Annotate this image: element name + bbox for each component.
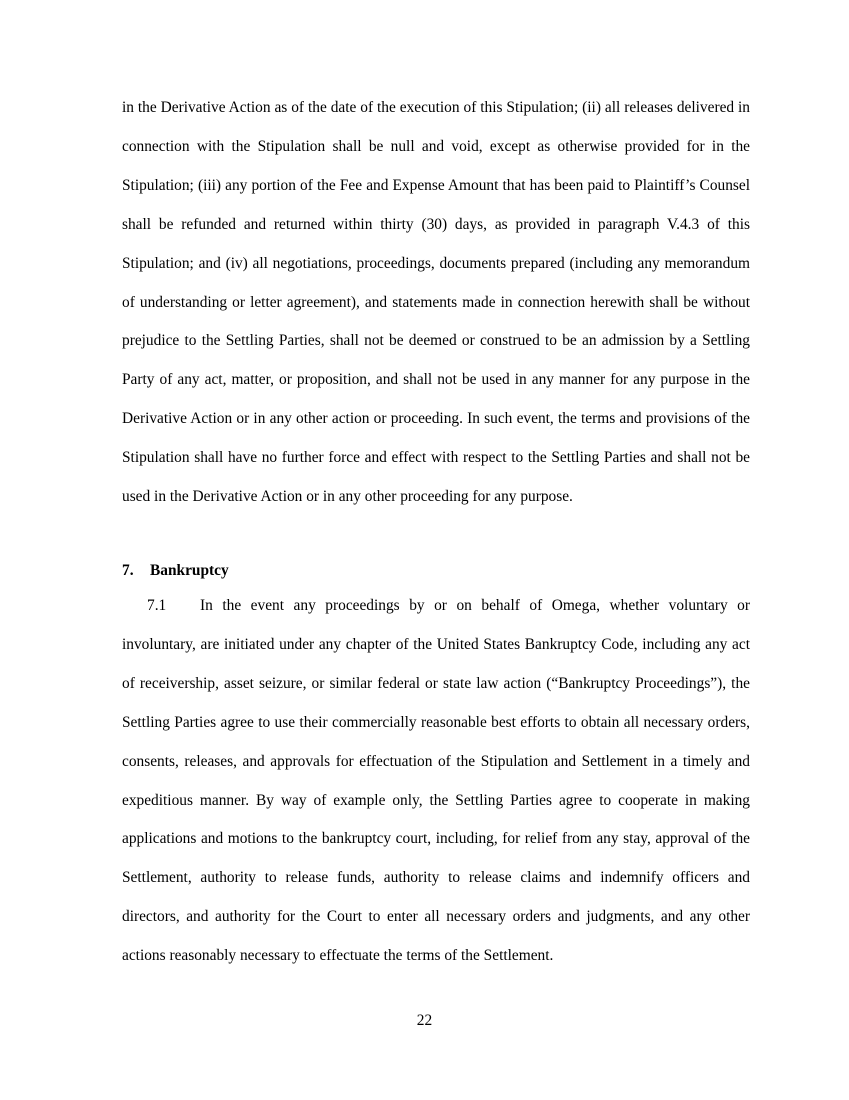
section-number: 7. <box>122 562 134 579</box>
clause-number: 7.1 <box>147 597 167 614</box>
continued-paragraph: in the Derivative Action as of the date of the execution of this Stipulation; (ii) all releases delivered in connection with the Stipulation shall be null and void, except as otherwise provided for in the Stipulation; (iii) any portion of the Fee and Expense Amount that has been paid to Plaintiff’s Counsel shall be refunded and returned within thirty (30) days, as provided in paragraph V.4.3 of this Stipulation; and (iv) all negotiations, proceedings, documents prepared (including any memorandum of understanding or letter agreement), and statements made in connection herewith shall be without prejudice to the Settling Parties, shall not be deemed or construed to be an admission by a Settling Party of any act, matter, or proposition, and shall not be used in any manner for any purpose in the Derivative Action or in any other action or proceeding. In such event, the terms and provisions of the Stipulation shall have no further force and effect with respect to the Settling Parties and shall not be used in the Derivative Action or in any other proceeding for any purpose. <box>122 99 750 506</box>
clause-text: In the event any proceedings by or on behalf of Omega, whether voluntary or involuntary, are initiated under any chapter of the United States Bankruptcy Code, including any act of receivership, asset seizure, or similar federal or state law action (“Bankruptcy Proceedings”), the Settling Parties agree to use their commercially reasonable best efforts to obtain all necessary orders, consents, releases, and approvals for effectuation of the Stipulation and Settlement in a timely and expeditious manner. By way of example only, the Settling Parties agree to cooperate in making applications and motions to the bankruptcy court, including, for relief from any stay, approval of the Settlement, authority to release funds, authority to release claims and indemnify officers and directors, and authority for the Court to enter all necessary orders and judgments, and any other actions reasonably necessary to effectuate the terms of the Settlement. <box>122 597 750 965</box>
section-title: Bankruptcy <box>150 562 229 579</box>
section-heading <box>122 556 229 586</box>
page-number: 22 <box>416 1012 433 1029</box>
clause-paragraph <box>122 587 750 976</box>
